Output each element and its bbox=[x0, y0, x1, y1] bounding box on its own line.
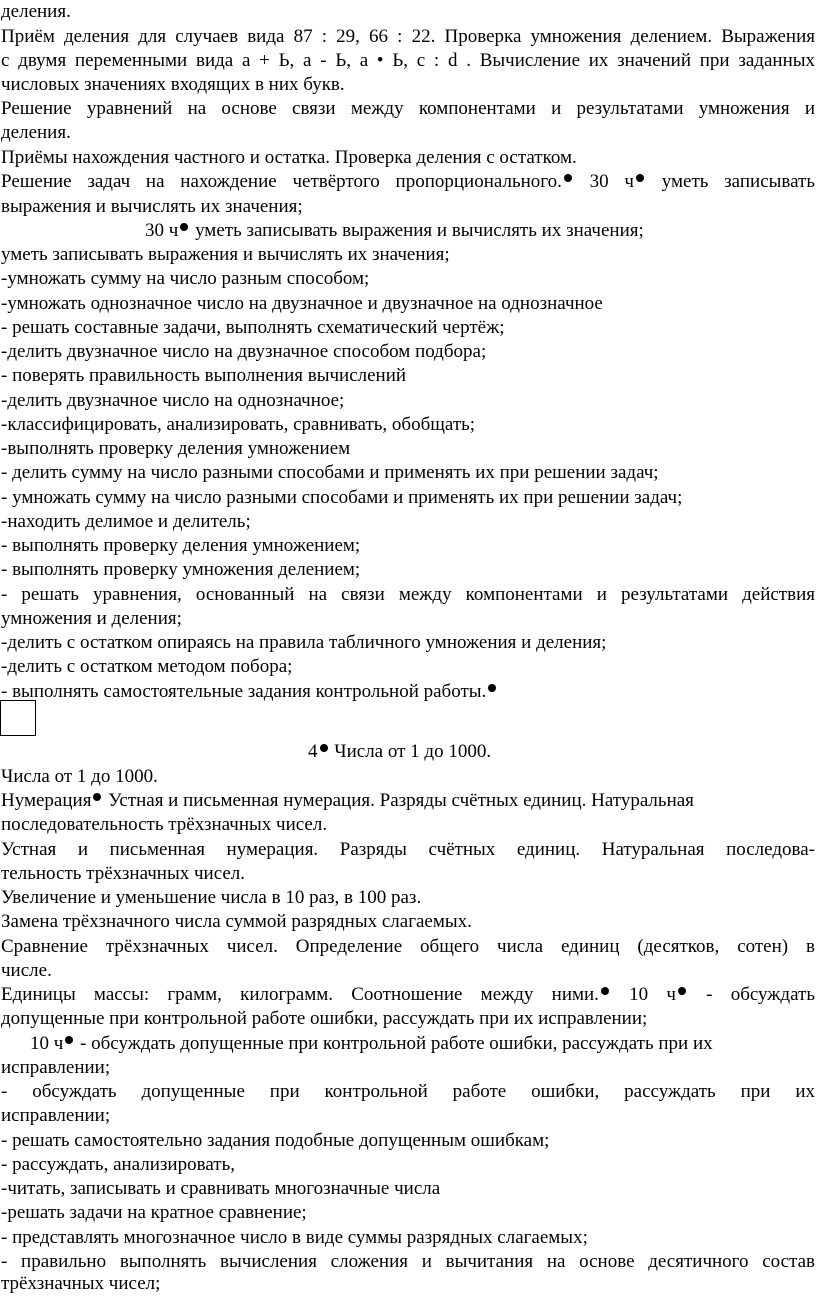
black-dot-icon bbox=[601, 987, 609, 995]
text-line: - умножать сумму на число разными способами и применять их при решении задач; bbox=[1, 487, 683, 508]
text-line: - выполнять проверку умножения делением; bbox=[1, 559, 361, 580]
text-line: - выполнять самостоятельные задания контрольной работы. bbox=[1, 680, 815, 704]
text-line: исправлении; bbox=[1, 1057, 111, 1078]
text-line: Решение уравнений на основе связи между компонентами и результатами умножения и bbox=[1, 98, 815, 119]
text-line: - решать составные задачи, выполнять схематический чертёж; bbox=[1, 317, 505, 338]
text-line: трёхзначных чисел; bbox=[1, 1273, 161, 1294]
text-line: - поверять правильность выполнения вычислений bbox=[1, 365, 407, 386]
black-dot-icon bbox=[564, 174, 572, 182]
text-line: деления. bbox=[1, 122, 71, 143]
text-line: -делить с остатком методом побора; bbox=[1, 656, 293, 677]
text-line: - правильно выполнять вычисления сложения и вычитания на основе десятичного состав bbox=[1, 1251, 815, 1272]
text-line: тельность трёхзначных чисел. bbox=[1, 863, 246, 884]
text-line: 30 ч уметь записывать выражения и вычислять их значения; bbox=[145, 220, 644, 241]
black-dot-icon bbox=[93, 793, 101, 801]
text-line: Приём деления для случаев вида 87 : 29, 66 : 22. Проверка умножения делением. Выражения bbox=[1, 26, 815, 47]
text-line: умножения и деления; bbox=[1, 608, 182, 629]
text-line: -умножать однозначное число на двузначное и двузначное на однозначное bbox=[1, 293, 603, 314]
text-line: - обсуждать допущенные при контрольной работе ошибки, рассуждать при их bbox=[1, 1081, 815, 1102]
black-dot-icon bbox=[488, 684, 496, 692]
text-line: -читать, записывать и сравнивать многозначные числа bbox=[1, 1178, 441, 1199]
text-line: -выполнять проверку деления умножением bbox=[1, 438, 351, 459]
text-line: с двумя переменными вида а + Ь, а - Ь, а • Ь, с : d . Вычисление их значений при заданных bbox=[1, 50, 815, 71]
text-line: - делить сумму на число разными способами и применять их при решении задач; bbox=[1, 462, 659, 483]
text-line: Замена трёхзначного числа суммой разрядных слагаемых. bbox=[1, 911, 472, 932]
text-line: 10 ч - обсуждать допущенные при контрольной работе ошибки, рассуждать при их bbox=[30, 1033, 713, 1054]
text-line: -делить двузначное число на двузначное способом подбора; bbox=[1, 341, 487, 362]
empty-frame bbox=[0, 700, 36, 736]
text-line: Увеличение и уменьшение числа в 10 раз, в 100 раз. bbox=[1, 887, 422, 908]
text-line: - решать уравнения, основанный на связи между компонентами и результатами действия bbox=[1, 584, 815, 605]
text-line: выражения и вычислять их значения; bbox=[1, 196, 303, 217]
text-line: Устная и письменная нумерация. Разряды счётных единиц. Натуральная последова- bbox=[1, 839, 815, 860]
text-line: последовательность трёхзначных чисел. bbox=[1, 814, 328, 835]
text-line: уметь записывать выражения и вычислять их значения; bbox=[1, 244, 450, 265]
text-line: Единицы массы: грамм, килограмм. Соотношение между ними. 10 ч - обсуждать bbox=[1, 984, 816, 1005]
text-line: -решать задачи на кратное сравнение; bbox=[1, 1202, 307, 1223]
black-dot-icon bbox=[320, 744, 328, 752]
text-line: - решать самостоятельно задания подобные допущенным ошибкам; bbox=[1, 1130, 550, 1151]
text-line: Сравнение трёхзначных чисел. Определение общего числа единиц (десятков, сотен) в bbox=[1, 936, 815, 957]
text-line: -умножать сумму на число разным способом; bbox=[1, 268, 370, 289]
black-dot-icon bbox=[65, 1036, 73, 1044]
text-line: числовых значениях входящих в них букв. bbox=[1, 74, 345, 95]
black-dot-icon bbox=[636, 174, 644, 182]
text-line: - рассуждать, анализировать, bbox=[1, 1154, 235, 1175]
black-dot-icon bbox=[678, 987, 686, 995]
text-line: числе. bbox=[1, 960, 52, 981]
text-line: -делить с остатком опираясь на правила табличного умножения и деления; bbox=[1, 632, 607, 653]
text-line: -классифицировать, анализировать, сравнивать, обобщать; bbox=[1, 414, 476, 435]
text-line: Решение задач на нахождение четвёртого пропорционального. 30 ч уметь записывать bbox=[1, 171, 816, 192]
text-line: Приёмы нахождения частного и остатка. Проверка деления с остатком. bbox=[1, 147, 577, 168]
text-line: -находить делимое и делитель; bbox=[1, 511, 251, 532]
text-line: Нумерация Устная и письменная нумерация. Разряды счётных единиц. Натуральная bbox=[1, 790, 694, 811]
text-line: деления. bbox=[1, 1, 71, 22]
text-line: исправлении; bbox=[1, 1105, 111, 1126]
section-heading: 4 Числа от 1 до 1000. bbox=[308, 741, 492, 762]
text-line: -делить двузначное число на однозначное; bbox=[1, 390, 345, 411]
black-dot-icon bbox=[180, 223, 188, 231]
text-line: - представлять многозначное число в виде суммы разрядных слагаемых; bbox=[1, 1227, 588, 1248]
text-line: допущенные при контрольной работе ошибки, рассуждать при их исправлении; bbox=[1, 1008, 648, 1029]
text-line: Числа от 1 до 1000. bbox=[1, 766, 158, 787]
text-line: - выполнять проверку деления умножением; bbox=[1, 535, 361, 556]
